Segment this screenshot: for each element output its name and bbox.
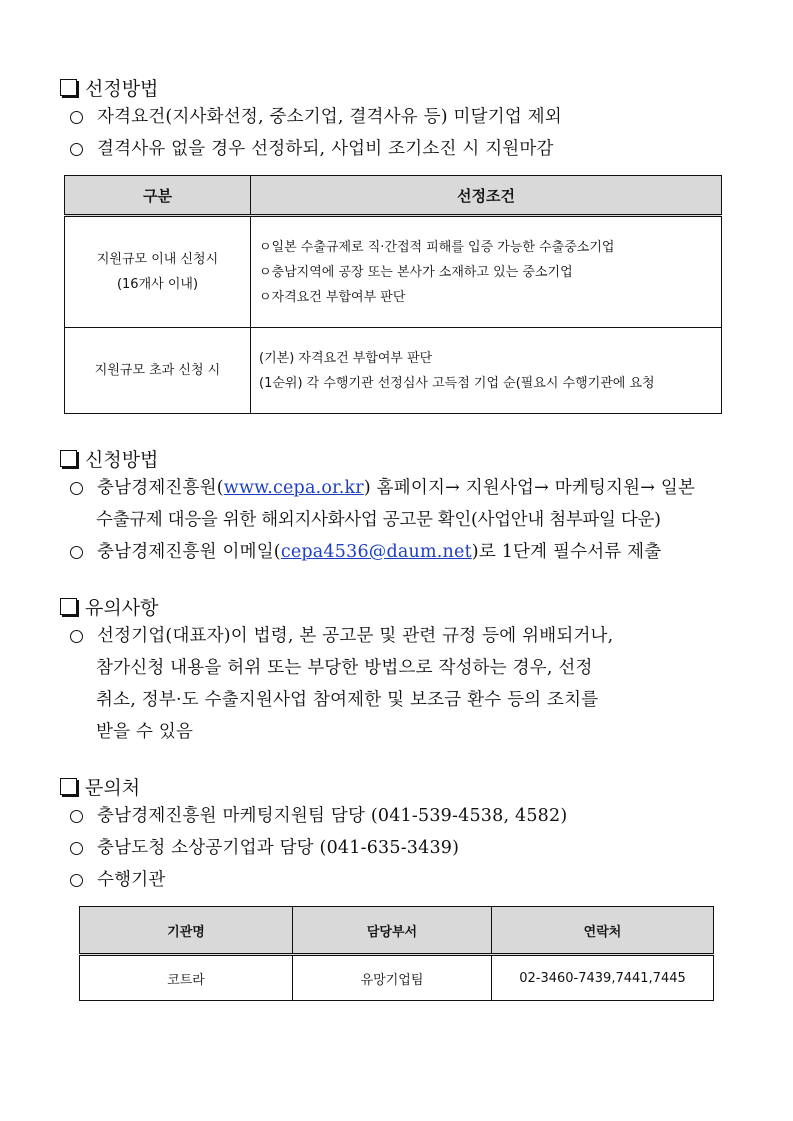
circle-bullet-icon — [70, 111, 83, 124]
table-cell-category: 지원규모 이내 신청시 (16개사 이내) — [65, 216, 251, 328]
agency-contact-table — [79, 906, 714, 1001]
section-title-text: 문의처 — [85, 777, 141, 799]
table-row — [65, 328, 722, 414]
table-row — [65, 216, 722, 328]
website-link[interactable]: www.cepa.or.kr — [223, 478, 364, 498]
bullet-item: 자격요건(지사화선정, 중소기업, 결격사유 등) 미달기업 제외 — [70, 101, 562, 134]
table-row — [80, 955, 714, 1001]
checkbox-square-icon — [60, 598, 77, 615]
circle-bullet-icon — [70, 630, 83, 643]
table-cell: 02-3460-7439,7441,7445 — [492, 955, 714, 1001]
bullet-item: 충남경제진흥원 이메일(cepa4536@daum.net)로 1단계 필수서류 제출 — [70, 536, 661, 569]
bullet-item: 선정기업(대표자)이 법령, 본 공고문 및 관련 규정 등에 위배되거나, — [70, 620, 613, 653]
circle-bullet-icon — [70, 482, 83, 495]
section-title-text: 선정방법 — [85, 78, 159, 100]
circle-bullet-icon — [70, 874, 83, 887]
section-title-application-method — [60, 445, 158, 472]
bullet-item: 충남도청 소상공기업과 담당 (041-635-3439) — [70, 832, 459, 865]
bullet-item: 충남경제진흥원 마케팅지원팀 담당 (041-539-4538, 4582) — [70, 800, 567, 833]
selection-criteria-table — [64, 175, 722, 414]
table-cell: 코트라 — [80, 955, 293, 1001]
circle-bullet-icon — [70, 143, 83, 156]
table-cell: 유망기업팀 — [293, 955, 492, 1001]
bullet-item: 충남경제진흥원(www.cepa.or.kr) 홈페이지→ 지원사업→ 마케팅지원→ 일본 — [70, 472, 695, 505]
bullet-continuation: 받을 수 있음 — [96, 722, 194, 742]
section-title-text: 신청방법 — [85, 449, 159, 471]
table-header: 연락처 — [492, 907, 714, 955]
checkbox-square-icon — [60, 450, 77, 467]
section-title-selection-method — [60, 74, 158, 101]
section-title-contact — [60, 773, 140, 800]
checkbox-square-icon — [60, 79, 77, 96]
table-header: 기관명 — [80, 907, 293, 955]
section-title-text: 유의사항 — [85, 597, 159, 619]
bullet-continuation: 수출규제 대응을 위한 해외지사화사업 공고문 확인(사업안내 첨부파일 다운) — [96, 510, 661, 530]
table-header: 구분 — [65, 176, 251, 216]
checkbox-square-icon — [60, 778, 77, 795]
table-cell-conditions: ㅇ일본 수출규제로 직·간접적 피해를 입증 가능한 수출중소기업 ㅇ충남지역에 공장 또는 본사가 소재하고 있는 중소기업 ㅇ자격요건 부합여부 판단 — [251, 216, 722, 328]
bullet-item: 결격사유 없을 경우 선정하되, 사업비 조기소진 시 지원마감 — [70, 133, 554, 166]
table-header: 담당부서 — [293, 907, 492, 955]
bullet-continuation: 참가신청 내용을 허위 또는 부당한 방법으로 작성하는 경우, 선정 — [96, 658, 593, 678]
section-title-notes — [60, 593, 158, 620]
circle-bullet-icon — [70, 842, 83, 855]
bullet-continuation: 취소, 정부·도 수출지원사업 참여제한 및 보조금 환수 등의 조치를 — [96, 690, 599, 710]
email-link[interactable]: cepa4536@daum.net — [280, 542, 472, 562]
table-header: 선정조건 — [251, 176, 722, 216]
circle-bullet-icon — [70, 810, 83, 823]
circle-bullet-icon — [70, 546, 83, 559]
table-cell-conditions: (기본) 자격요건 부합여부 판단 (1순위) 각 수행기관 선정심사 고득점 기업 순(필요시 수행기관에 요청 — [251, 328, 722, 414]
table-cell-category: 지원규모 초과 신청 시 — [65, 328, 251, 414]
bullet-item: 수행기관 — [70, 864, 165, 897]
